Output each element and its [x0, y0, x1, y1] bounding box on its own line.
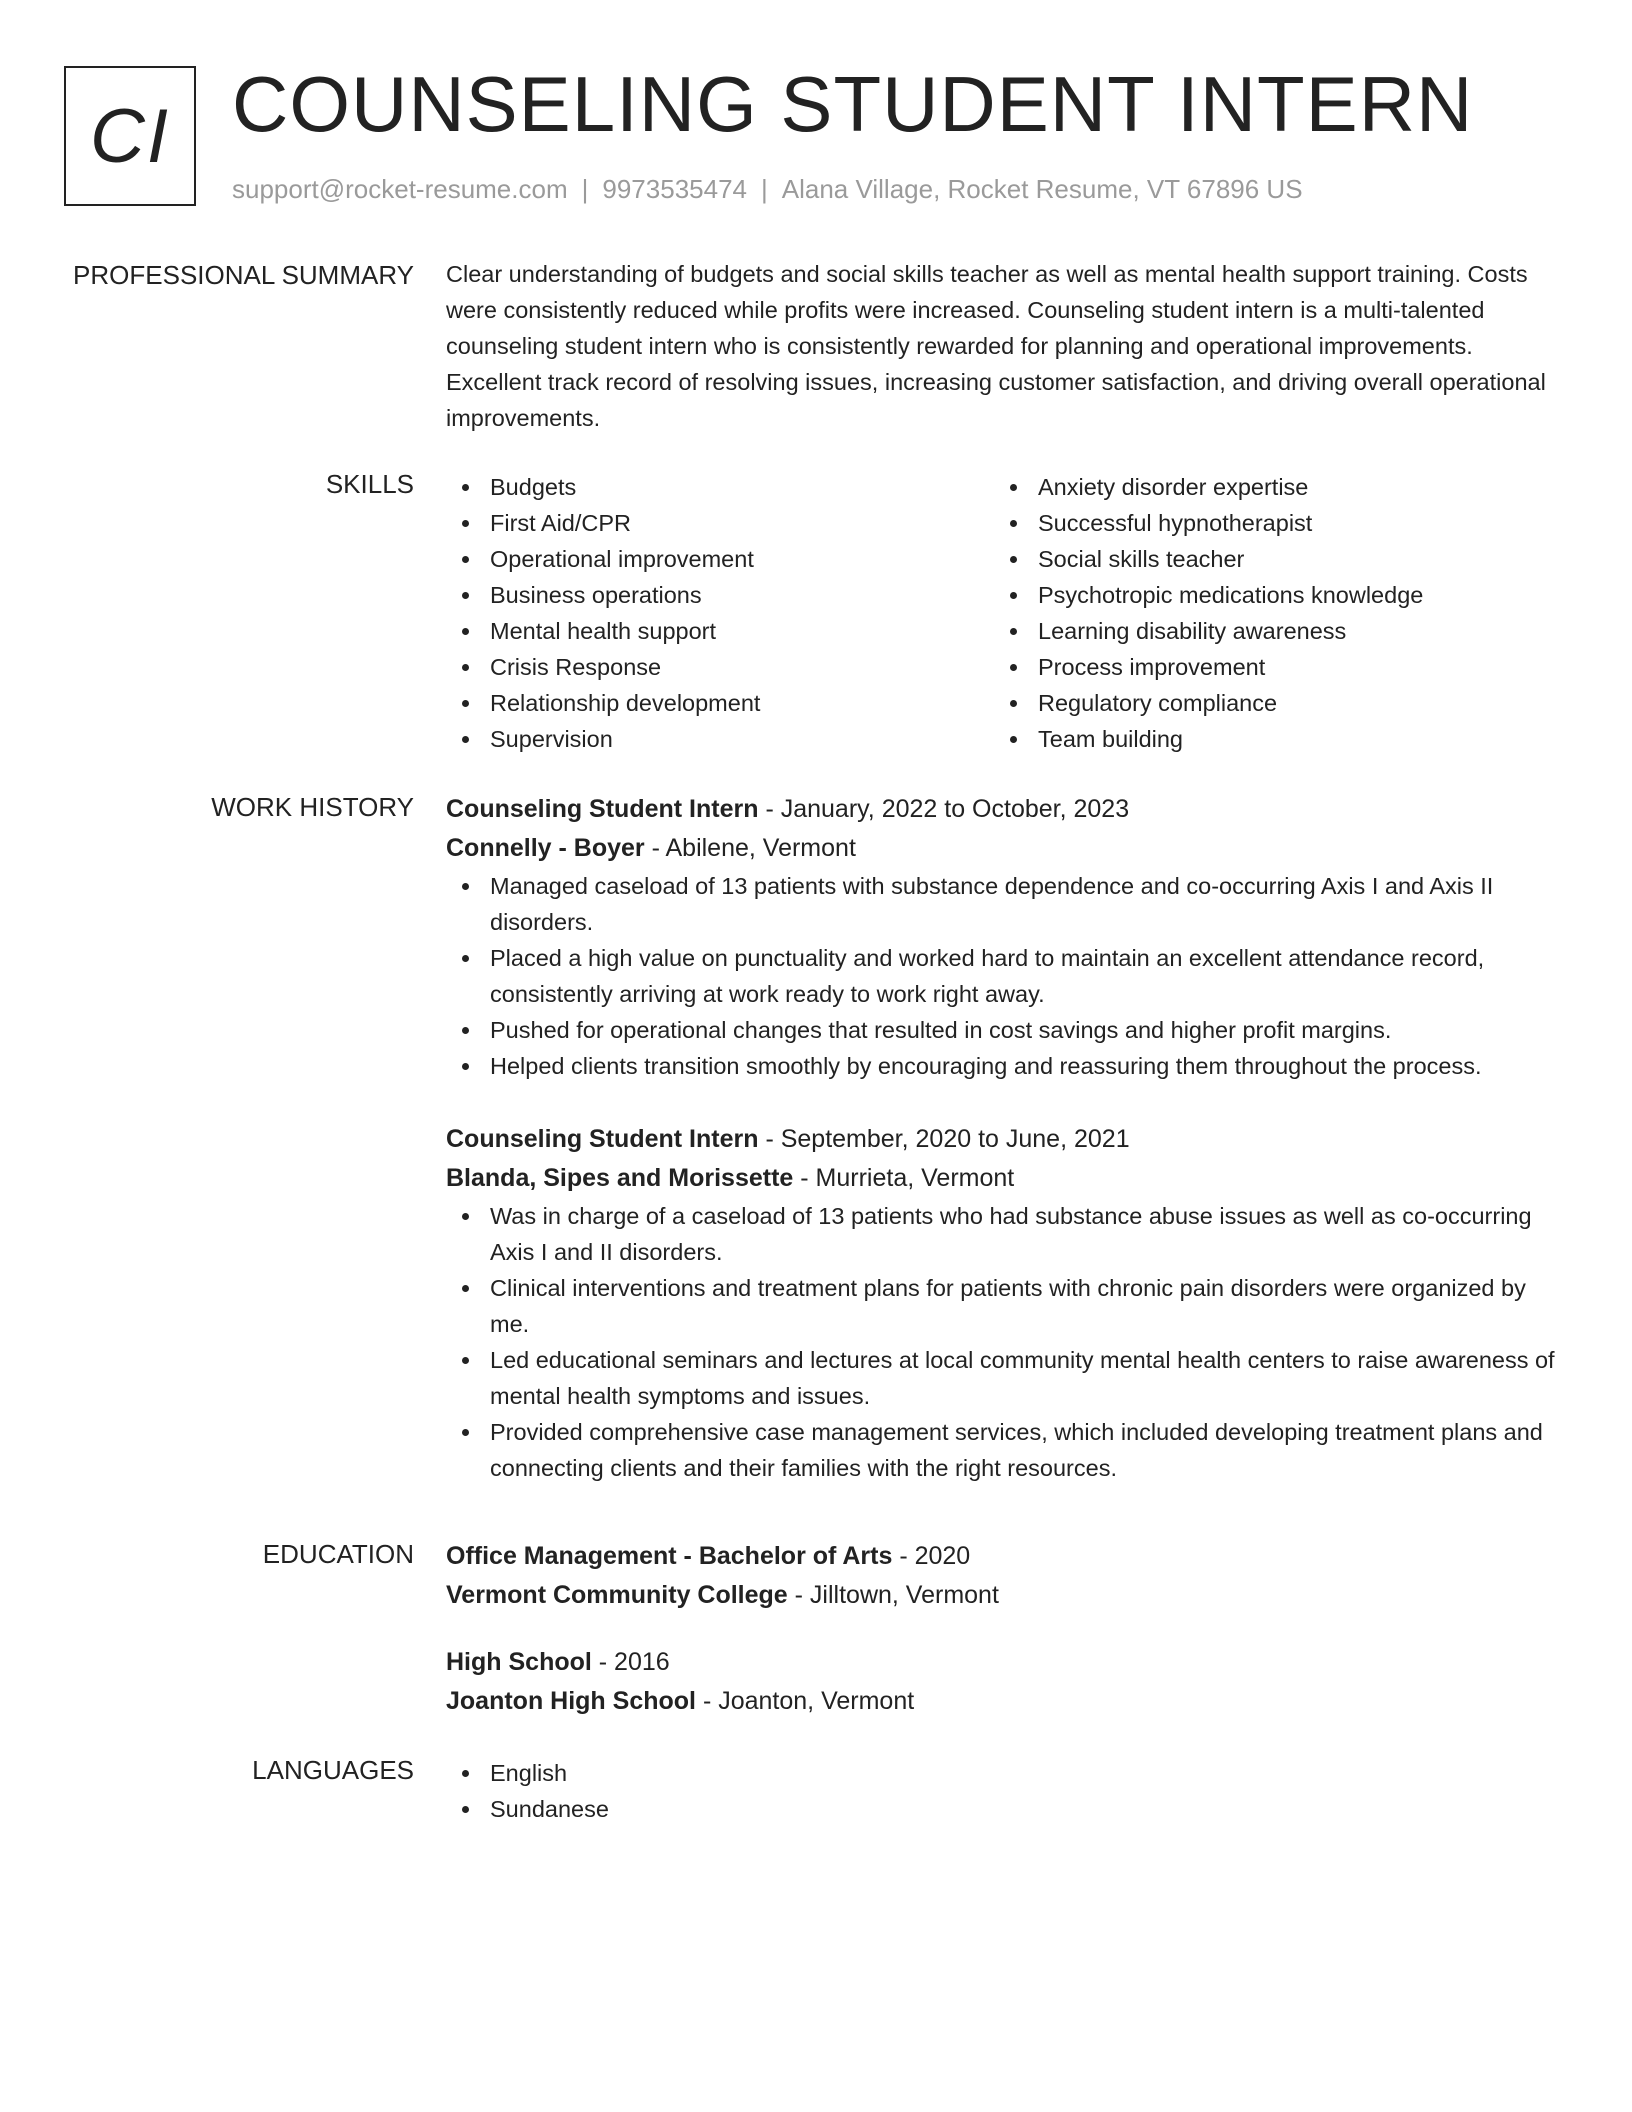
- resume-title: COUNSELING STUDENT INTERN: [232, 60, 1474, 148]
- job-title-line: [446, 790, 1562, 828]
- job-bullet: Clinical interventions and treatment plans for patients with chronic pain disorders were organized by me.: [446, 1270, 1562, 1342]
- education-degree-line: [446, 1537, 1562, 1575]
- job-bullet: Led educational seminars and lectures at local community mental health centers to raise awareness of mental health symptoms and issues.: [446, 1342, 1562, 1414]
- job-title: Counseling Student Intern: [446, 795, 759, 823]
- job-dates: - January, 2022 to October, 2023: [758, 795, 1130, 823]
- languages-list: [446, 1755, 1562, 1827]
- skill-item: First Aid/CPR: [446, 505, 994, 541]
- languages-body: [446, 1755, 1562, 1827]
- education-location: - Joanton, Vermont: [696, 1687, 915, 1715]
- monogram-badge: CI: [64, 66, 196, 206]
- job-title: Counseling Student Intern: [446, 1125, 759, 1153]
- job-location: - Murrieta, Vermont: [793, 1164, 1015, 1192]
- skill-item: Social skills teacher: [994, 541, 1542, 577]
- education-year: - 2016: [591, 1648, 670, 1676]
- skill-item: Operational improvement: [446, 541, 994, 577]
- education-year: - 2020: [892, 1542, 971, 1570]
- skill-item: Business operations: [446, 577, 994, 613]
- contact-line: [232, 174, 1303, 205]
- summary-body: [446, 256, 1562, 436]
- skills-list-right: [994, 469, 1542, 757]
- job-company: Blanda, Sipes and Morissette: [446, 1164, 794, 1192]
- contact-separator: |: [761, 174, 768, 204]
- job-title-line: [446, 1120, 1562, 1158]
- skill-item: Crisis Response: [446, 649, 994, 685]
- education-degree: High School: [446, 1648, 592, 1676]
- contact-address: Alana Village, Rocket Resume, VT 67896 US: [781, 174, 1303, 204]
- skill-item: Anxiety disorder expertise: [994, 469, 1542, 505]
- education-school: Vermont Community College: [446, 1581, 788, 1609]
- job-bullets: [446, 1198, 1562, 1486]
- languages-heading: LANGUAGES: [252, 1755, 414, 1785]
- job-bullet: Provided comprehensive case management services, which included developing treatment plans and connecting clients and their families with the right resources.: [446, 1414, 1562, 1486]
- job-bullets: [446, 868, 1562, 1084]
- language-item: Sundanese: [446, 1791, 1562, 1827]
- job-entry: [446, 790, 1562, 1084]
- skill-item: Mental health support: [446, 613, 994, 649]
- skill-item: Relationship development: [446, 685, 994, 721]
- education-school-line: [446, 1681, 1562, 1721]
- contact-email: support@rocket-resume.com: [232, 174, 568, 204]
- job-company-line: [446, 1158, 1562, 1198]
- skill-item: Learning disability awareness: [994, 613, 1542, 649]
- education-entry: [446, 1643, 1562, 1721]
- skill-item: Supervision: [446, 721, 994, 757]
- education-degree: Office Management - Bachelor of Arts: [446, 1542, 893, 1570]
- skill-item: Successful hypnotherapist: [994, 505, 1542, 541]
- skills-heading: SKILLS: [325, 469, 414, 499]
- contact-phone: 9973535474: [602, 174, 747, 204]
- skill-item: Budgets: [446, 469, 994, 505]
- job-company: Connelly - Boyer: [446, 834, 645, 862]
- job-bullet: Helped clients transition smoothly by encouraging and reassuring them throughout the process.: [446, 1048, 1562, 1084]
- skill-item: Team building: [994, 721, 1542, 757]
- education-degree-line: [446, 1643, 1562, 1681]
- contact-separator: |: [581, 174, 589, 204]
- job-bullet: Placed a high value on punctuality and worked hard to maintain an excellent attendance record, consistently arriving at work ready to work right away.: [446, 940, 1562, 1012]
- work-history-heading: WORK HISTORY: [211, 792, 414, 822]
- job-bullet: Managed caseload of 13 patients with substance dependence and co-occurring Axis I and Axis II disorders.: [446, 868, 1562, 940]
- education-location: - Jilltown, Vermont: [787, 1581, 999, 1609]
- job-location: - Abilene, Vermont: [644, 834, 856, 862]
- job-company-line: [446, 828, 1562, 868]
- job-entry: [446, 1120, 1562, 1486]
- education-heading: EDUCATION: [262, 1539, 414, 1569]
- education-body: [446, 1537, 1562, 1721]
- summary-heading: PROFESSIONAL SUMMARY: [73, 260, 414, 290]
- language-item: English: [446, 1755, 1562, 1791]
- education-entry: [446, 1537, 1562, 1615]
- job-bullet: Was in charge of a caseload of 13 patients who had substance abuse issues as well as co-occurring Axis I and II disorders.: [446, 1198, 1562, 1270]
- job-dates: - September, 2020 to June, 2021: [758, 1125, 1130, 1153]
- work-history-body: [446, 790, 1562, 1486]
- skill-item: Psychotropic medications knowledge: [994, 577, 1542, 613]
- skill-item: Process improvement: [994, 649, 1542, 685]
- skill-item: Regulatory compliance: [994, 685, 1542, 721]
- education-school-line: [446, 1575, 1562, 1615]
- job-bullet: Pushed for operational changes that resulted in cost savings and higher profit margins.: [446, 1012, 1562, 1048]
- education-school: Joanton High School: [446, 1687, 696, 1715]
- skills-body: [446, 469, 1562, 757]
- skills-list-left: [446, 469, 994, 757]
- resume-header: [64, 60, 1584, 216]
- summary-text: Clear understanding of budgets and social skills teacher as well as mental health support training. Costs were consistently reduced while profits were increased. Counseling student intern is a multi-talented counseling student intern who is consistently rewarded for planning and operational improvements. Excellent track record of resolving issues, increasing customer satisfaction, and driving overall operational improvements.: [446, 261, 1546, 431]
